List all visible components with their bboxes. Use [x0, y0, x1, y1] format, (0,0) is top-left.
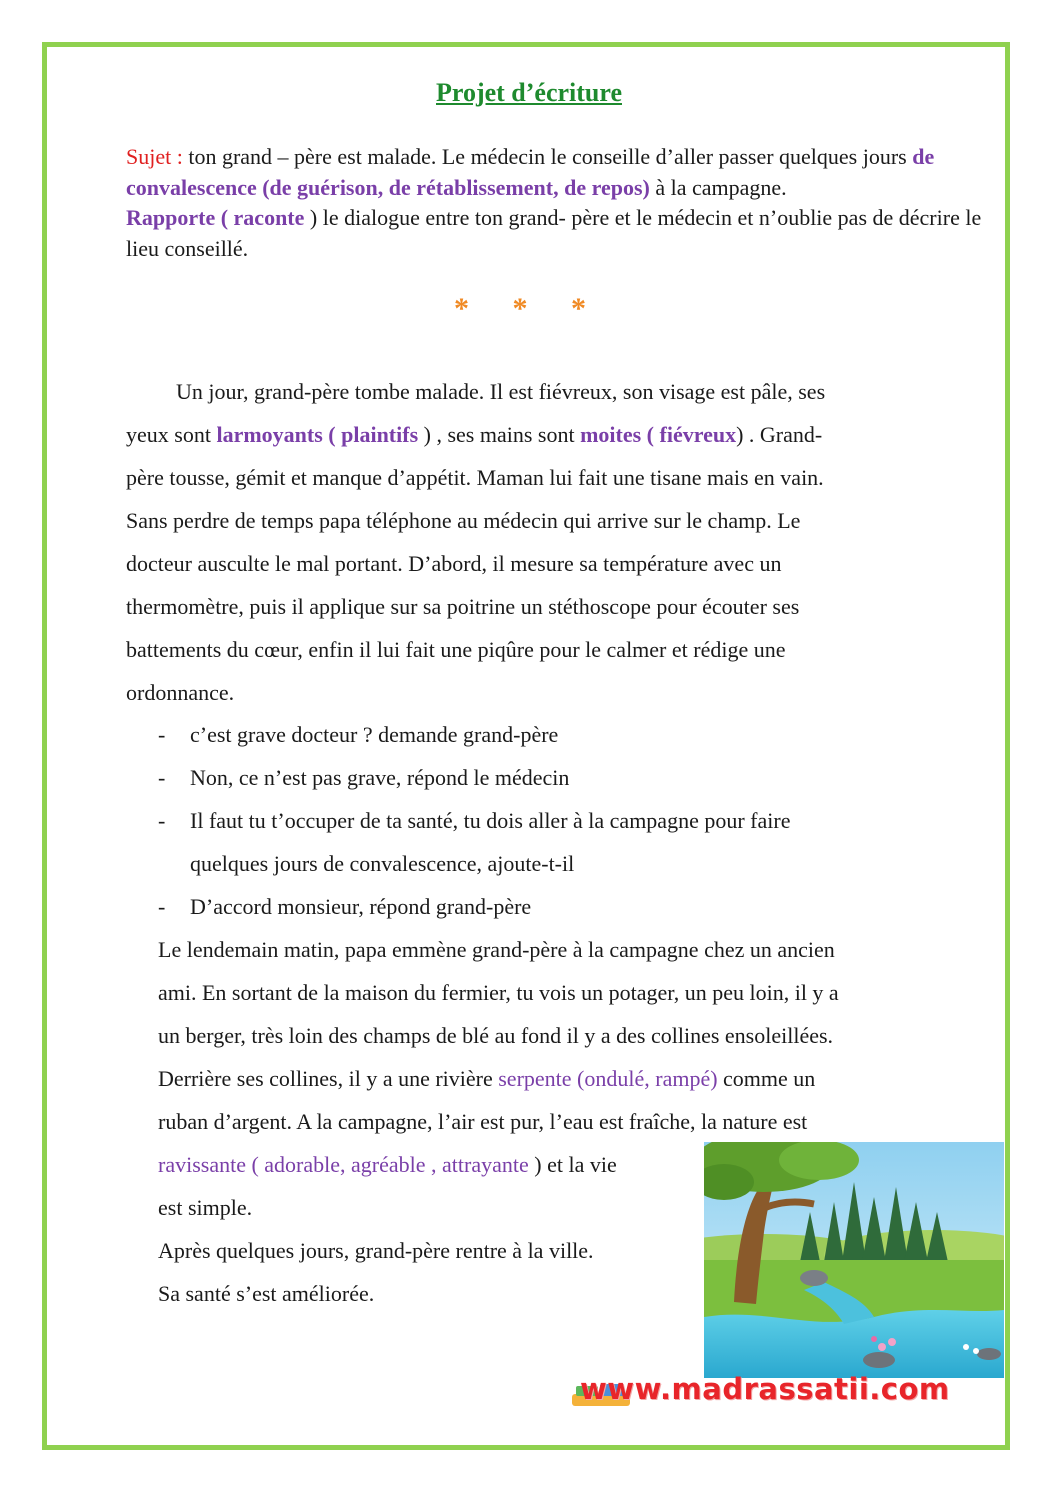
page-title: Projet d’écriture [436, 78, 622, 107]
story-line: ami. En sortant de la maison du fermier, tu vois un potager, un peu loin, il y a [158, 980, 839, 1005]
synonym-highlight: serpente (ondulé, rampé) [498, 1066, 718, 1091]
dialogue-item: - D’accord monsieur, répond grand-père [158, 885, 918, 928]
story-line: docteur ausculte le mal portant. D’abord, il mesure sa température avec un [126, 551, 782, 576]
website-footer [570, 1372, 950, 1418]
subject-block [126, 142, 1006, 264]
story-line: Le lendemain matin, papa emmène grand-père à la campagne chez un ancien [158, 937, 835, 962]
synonym-highlight: larmoyants ( plaintifs [216, 422, 419, 447]
subject-instruction-verb: Rapporte ( raconte [126, 205, 310, 230]
river-landscape-illustration [704, 1142, 1004, 1378]
synonym-highlight: moites ( fiévreux [580, 422, 737, 447]
story-line: ruban d’argent. A la campagne, l’air est pur, l’eau est fraîche, la nature est [158, 1109, 808, 1134]
subject-text: ton grand – père est malade. Le médecin le conseille d’aller passer quelques jours [182, 144, 913, 169]
subject-label: Sujet : [126, 144, 183, 169]
story-paragraph-1 [126, 370, 926, 714]
story-line: est simple. [158, 1195, 253, 1220]
section-separator: * * * [454, 292, 604, 325]
dash-bullet: - [158, 894, 166, 919]
subject-instruction-text: ) le dialogue entre ton grand- père et le médecin et n’oublie pas de décrire le lieu conseillé. [126, 205, 982, 261]
story-line: ravissante ( adorable, agréable , attrayante ) et la vie [158, 1152, 617, 1177]
synonym-highlight: ravissante ( adorable, agréable , attrayante [158, 1152, 529, 1177]
dialogue-item: - Non, ce n’est pas grave, répond le médecin [158, 756, 918, 799]
landscape-svg [704, 1142, 1004, 1378]
subject-text-end: à la campagne. [649, 174, 787, 200]
dialogue-item-continued: quelques jours de convalescence, ajoute-t-il [190, 851, 575, 876]
dash-bullet: - [158, 765, 166, 790]
story-line: ordonnance. [126, 680, 235, 705]
story-line: thermomètre, puis il applique sur sa poitrine un stéthoscope pour écouter ses [126, 594, 800, 619]
story-line: battements du cœur, enfin il lui fait une piqûre pour le calmer et rédige une [126, 637, 786, 662]
website-url[interactable]: www.madrassatii.com [580, 1372, 950, 1406]
story-line: Un jour, grand-père tombe malade. Il est fiévreux, son visage est pâle, ses [176, 379, 826, 404]
dialogue-item: - Il faut tu t’occuper de ta santé, tu dois aller à la campagne pour faire [158, 799, 918, 842]
story-line: père tousse, gémit et manque d’appétit. Maman lui fait une tisane mais en vain. [126, 465, 824, 490]
dialogue-item: - c’est grave docteur ? demande grand-père [158, 713, 918, 756]
story-line: Derrière ses collines, il y a une rivière serpente (ondulé, rampé) comme un [158, 1066, 816, 1091]
story-line: yeux sont larmoyants ( plaintifs ) , ses mains sont moites ( fiévreux) . Grand- [126, 422, 823, 447]
story-line: Sa santé s’est améliorée. [158, 1281, 375, 1306]
story-line: un berger, très loin des champs de blé au fond il y a des collines ensoleillées. [158, 1023, 834, 1048]
story-line: Après quelques jours, grand-père rentre à la ville. [158, 1238, 594, 1263]
subject-highlight: de convalescence (de guérison, de rétablissement, de repos) [126, 144, 935, 200]
dash-bullet: - [158, 808, 166, 833]
dash-bullet: - [158, 722, 166, 747]
dialogue-list [158, 713, 918, 928]
story-line: Sans perdre de temps papa téléphone au médecin qui arrive sur le champ. Le [126, 508, 801, 533]
